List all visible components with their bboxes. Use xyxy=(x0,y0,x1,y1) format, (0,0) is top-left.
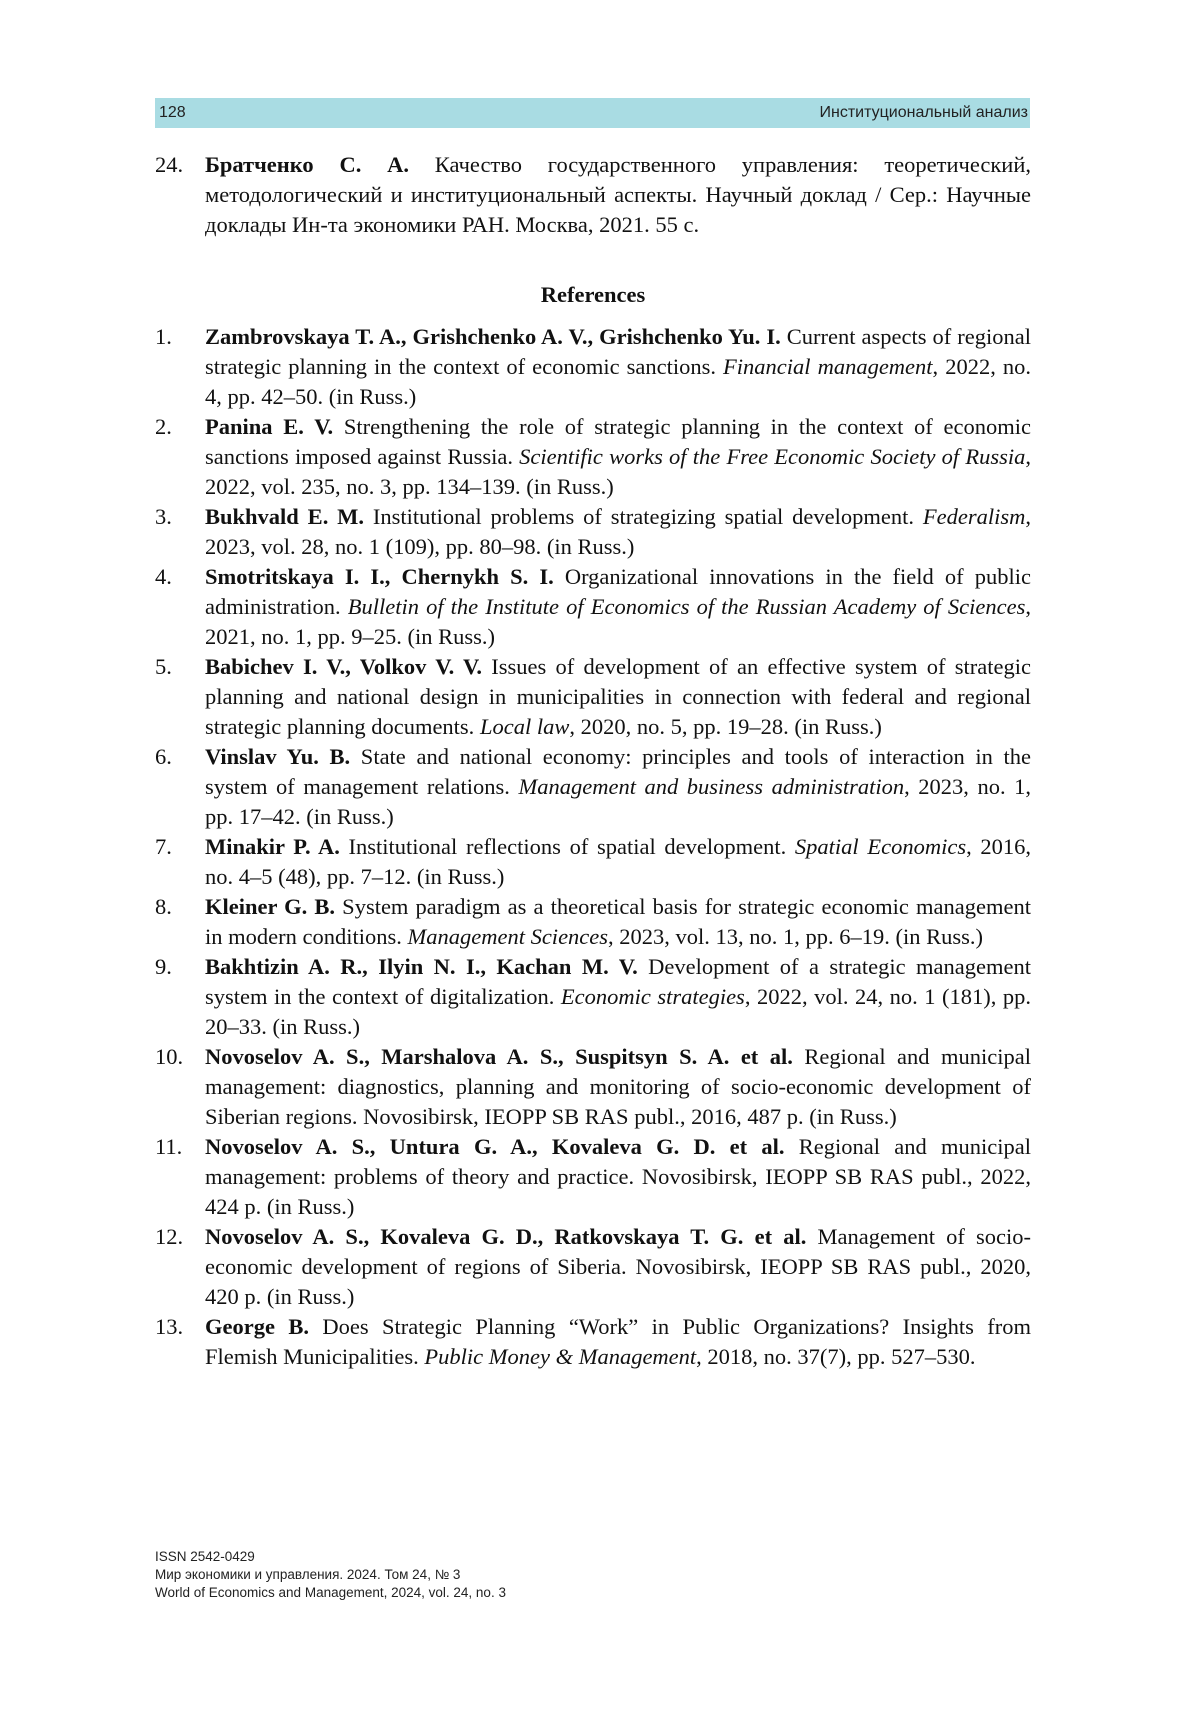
reference-authors: Bukhvald E. M. xyxy=(205,504,365,529)
reference-text: Development of a strategic management system in the context of digitalization. xyxy=(205,954,1031,1009)
reference-number: 7. xyxy=(155,834,172,859)
journal-citation-en: World of Economics and Management, 2024, vol. 24, no. 3 xyxy=(155,1585,506,1600)
reference-authors: Novoselov A. S., Untura G. A., Kovaleva G. D. et al. xyxy=(205,1134,785,1159)
references-heading: References xyxy=(540,282,646,307)
journal-citation-ru: Мир экономики и управления. 2024. Том 24, № 3 xyxy=(155,1567,461,1582)
reference-text: Management of socio-economic development of regions of Siberia. Novosibirsk, IEOPP SB RAS publ., 2020, 420 p. (in Russ.) xyxy=(205,1224,1031,1309)
reference-authors: Zambrovskaya T. A., Grishchenko A. V., Grishchenko Yu. I. xyxy=(205,324,781,349)
reference-details: , 2021, no. 1, pp. 9–25. (in Russ.) xyxy=(205,594,1031,649)
reference-journal: Economic strategies xyxy=(560,984,745,1009)
reference-item xyxy=(155,892,1031,952)
page-footer xyxy=(155,1548,506,1602)
reference-journal: Management Sciences xyxy=(407,924,609,949)
reference-journal: Scientific works of the Free Economic Society of Russia xyxy=(519,444,1026,469)
reference-authors: Kleiner G. B. xyxy=(205,894,336,919)
reference-number: 12. xyxy=(155,1224,184,1249)
reference-text: Regional and municipal management: diagnostics, planning and monitoring of socio-economic development of Siberian regions. Novosibirsk, IEOPP SB RAS publ., 2016, 487 p. (in Russ.) xyxy=(205,1044,1031,1129)
reference-authors: Bakhtizin A. R., Ilyin N. I., Kachan M. V. xyxy=(205,954,638,979)
reference-authors: Братченко С. А. xyxy=(205,152,409,177)
reference-number: 24. xyxy=(155,152,184,177)
reference-text: Organizational innovations in the field of public administration. xyxy=(205,564,1031,619)
reference-item xyxy=(155,412,1031,502)
reference-item xyxy=(155,832,1031,892)
reference-journal: Bulletin of the Institute of Economics of the Russian Academy of Sciences xyxy=(347,594,1026,619)
running-header xyxy=(155,98,1030,128)
reference-details: , 2020, no. 5, pp. 19–28. (in Russ.) xyxy=(569,714,882,739)
reference-journal: Public Money & Management xyxy=(424,1344,697,1369)
reference-details: , 2023, vol. 13, no. 1, pp. 6–19. (in Russ.) xyxy=(608,924,984,949)
reference-number: 2. xyxy=(155,414,172,439)
reference-item xyxy=(155,1132,1031,1222)
reference-details: , 2016, no. 4–5 (48), pp. 7–12. (in Russ.) xyxy=(205,834,1031,889)
reference-text: System paradigm as a theoretical basis for strategic economic management in modern conditions. xyxy=(205,894,1031,949)
reference-text: Качество государственного управления: теоретический, методологический и институциональный аспекты. Научный доклад / Сер.: Научные доклады Ин-та экономики РАН. Москва, 2021. 55 с. xyxy=(205,152,1031,237)
reference-number: 3. xyxy=(155,504,172,529)
reference-number: 10. xyxy=(155,1044,184,1069)
reference-details: , 2022, no. 4, pp. 42–50. (in Russ.) xyxy=(205,354,1031,409)
reference-number: 9. xyxy=(155,954,172,979)
reference-item xyxy=(155,1222,1031,1312)
reference-text: Strengthening the role of strategic planning in the context of economic sanctions imposed against Russia. xyxy=(205,414,1031,469)
reference-text: State and national economy: principles and tools of interaction in the system of management relations. xyxy=(205,744,1031,799)
reference-authors: Novoselov A. S., Marshalova A. S., Suspitsyn S. A. et al. xyxy=(205,1044,793,1069)
reference-authors: Novoselov A. S., Kovaleva G. D., Ratkovskaya T. G. et al. xyxy=(205,1224,807,1249)
reference-number: 8. xyxy=(155,894,172,919)
reference-text: Regional and municipal management: problems of theory and practice. Novosibirsk, IEOPP SB RAS publ., 2022, 424 p. (in Russ.) xyxy=(205,1134,1032,1219)
reference-item xyxy=(155,150,1031,240)
reference-number: 5. xyxy=(155,654,172,679)
reference-authors: Vinslav Yu. B. xyxy=(205,744,351,769)
reference-details: , 2023, vol. 28, no. 1 (109), pp. 80–98. (in Russ.) xyxy=(205,504,1031,559)
reference-item xyxy=(155,952,1031,1042)
reference-journal: Spatial Economics xyxy=(794,834,967,859)
reference-journal: Management and business administration xyxy=(518,774,905,799)
reference-number: 4. xyxy=(155,564,172,589)
reference-text: Institutional reflections of spatial development. xyxy=(339,834,795,859)
reference-text: Institutional problems of strategizing spatial development. xyxy=(364,504,923,529)
reference-journal: Federalism xyxy=(922,504,1026,529)
reference-authors: Smotritskaya I. I., Chernykh S. I. xyxy=(205,564,554,589)
issn: ISSN 2542-0429 xyxy=(155,1549,255,1564)
reference-details: , 2023, no. 1, pp. 17–42. (in Russ.) xyxy=(205,774,1031,829)
reference-details: , 2022, vol. 235, no. 3, pp. 134–139. (in Russ.) xyxy=(205,444,1031,499)
reference-details: , 2022, vol. 24, no. 1 (181), pp. 20–33. (in Russ.) xyxy=(205,984,1031,1039)
reference-authors: Babichev I. V., Volkov V. V. xyxy=(205,654,483,679)
reference-item xyxy=(155,502,1031,562)
page-body xyxy=(155,150,1031,1372)
references-list xyxy=(155,322,1031,1372)
reference-journal: Financial management xyxy=(723,354,933,379)
reference-number: 6. xyxy=(155,744,172,769)
reference-journal: Local law xyxy=(479,714,570,739)
reference-item xyxy=(155,742,1031,832)
reference-authors: Minakir P. A. xyxy=(205,834,340,859)
reference-item xyxy=(155,1042,1031,1132)
reference-text: Does Strategic Planning “Work” in Public Organizations? Insights from Flemish Municipalities. xyxy=(205,1314,1032,1369)
reference-item xyxy=(155,652,1031,742)
reference-number: 13. xyxy=(155,1314,184,1339)
reference-number: 1. xyxy=(155,324,172,349)
reference-number: 11. xyxy=(155,1134,183,1159)
reference-text: Current aspects of regional strategic planning in the context of economic sanctions. xyxy=(205,324,1031,379)
reference-details: , 2018, no. 37(7), pp. 527–530. xyxy=(696,1344,976,1369)
reference-item xyxy=(155,322,1031,412)
reference-text: Issues of development of an effective system of strategic planning and national design in municipalities in connection with federal and regional strategic planning documents. xyxy=(205,654,1031,739)
reference-authors: George B. xyxy=(205,1314,309,1339)
reference-authors: Panina E. V. xyxy=(205,414,334,439)
page-number: 128 xyxy=(159,104,186,121)
reference-item xyxy=(155,562,1031,652)
section-title: Институциональный анализ xyxy=(819,104,1028,121)
reference-item xyxy=(155,1312,1031,1372)
